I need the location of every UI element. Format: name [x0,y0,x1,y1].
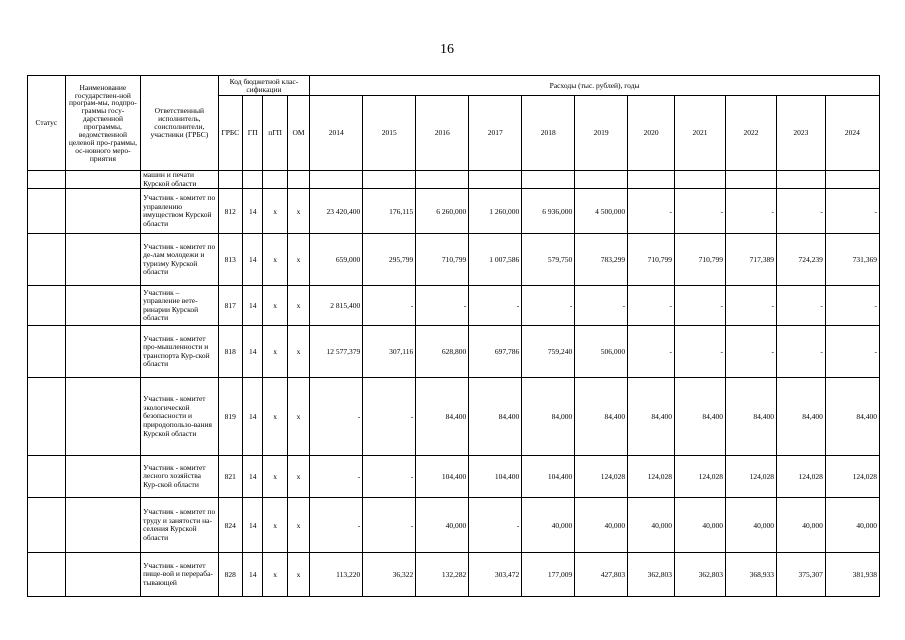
expense-value: 1 007,586 [469,234,522,286]
expense-value: - [363,286,416,326]
expense-value: - [675,286,726,326]
expense-value: 177,009 [522,553,575,597]
expense-value: 40,000 [776,498,825,553]
expense-value: 40,000 [675,498,726,553]
expense-value: 84,400 [628,378,675,456]
status-cell [28,234,66,286]
continuation-row [28,171,880,189]
gp-code: 14 [243,189,263,234]
header-program-name: Наименование государствен-ной програм-мы, подпро-граммы госу-дарственной программы, ведомственной целевой про-граммы, ос-новного меро-приятия [65,76,140,171]
expense-value: 368,933 [726,553,777,597]
expense-value: 4 500,000 [575,189,628,234]
pgp-code: х [263,326,287,378]
status-cell [28,286,66,326]
expense-value: 731,369 [825,234,879,286]
expense-value: 2 815,400 [310,286,363,326]
expense-value: 84,400 [726,378,777,456]
header-year: 2020 [628,96,675,171]
expense-value: - [726,286,777,326]
expense-value: 176,115 [363,189,416,234]
expense-value: 84,000 [522,378,575,456]
table-row [28,553,880,597]
expense-value: 84,400 [469,378,522,456]
expense-value: - [628,326,675,378]
gp-code: 14 [243,553,263,597]
om-code: х [287,456,309,498]
gp-code: 14 [243,286,263,326]
participant-name: Участник - комитет по управлению имуществом Курской области [141,189,218,234]
header-year: 2018 [522,96,575,171]
expense-value: 40,000 [416,498,469,553]
expense-value: 710,799 [416,234,469,286]
expense-value: - [522,286,575,326]
table-row [28,189,880,234]
header-year: 2017 [469,96,522,171]
expense-value: 40,000 [726,498,777,553]
expense-value: 40,000 [825,498,879,553]
grbs-code: 818 [218,326,242,378]
table-row [28,326,880,378]
om-code: х [287,378,309,456]
expense-value: - [825,189,879,234]
expense-value: - [310,498,363,553]
expense-value: 124,028 [675,456,726,498]
expense-value: 427,803 [575,553,628,597]
expense-value: 12 577,379 [310,326,363,378]
expense-value: 759,240 [522,326,575,378]
header-status: Статус [28,76,66,171]
expense-value: 84,400 [825,378,879,456]
expense-value: 40,000 [522,498,575,553]
table-row [28,456,880,498]
pgp-code: х [263,286,287,326]
program-cell [65,234,140,286]
expense-value: 6 260,000 [416,189,469,234]
header-year: 2019 [575,96,628,171]
pgp-code: х [263,189,287,234]
expense-value: - [469,498,522,553]
pgp-code: х [263,456,287,498]
header-year: 2023 [776,96,825,171]
expense-value: 23 420,400 [310,189,363,234]
table-body [28,171,880,597]
table-row [28,234,880,286]
expense-value: - [310,378,363,456]
expense-value: 628,800 [416,326,469,378]
expense-value: - [416,286,469,326]
expense-value: - [363,498,416,553]
header-year: 2014 [310,96,363,171]
header-code-om: ОМ [287,96,309,171]
gp-code: 14 [243,378,263,456]
status-cell [28,378,66,456]
expense-value: 104,400 [469,456,522,498]
om-code: х [287,189,309,234]
expense-value: 362,803 [628,553,675,597]
expense-value: 124,028 [726,456,777,498]
table-row [28,286,880,326]
participant-name: Участник – управление вете-ринарии Курской области [141,286,218,326]
program-cell [65,286,140,326]
expense-value: - [825,326,879,378]
grbs-code: 819 [218,378,242,456]
program-cell [65,553,140,597]
table-row [28,378,880,456]
pgp-code: х [263,234,287,286]
expense-value: 717,389 [726,234,777,286]
header-code-grbs: ГРБС [218,96,242,171]
participant-name: Участник - комитет пище-вой и перераба-тывающей [141,553,218,597]
pgp-code: х [263,498,287,553]
expense-value: - [363,378,416,456]
header-year: 2016 [416,96,469,171]
expense-value: 1 260,000 [469,189,522,234]
status-cell [28,326,66,378]
om-code: х [287,326,309,378]
om-code: х [287,553,309,597]
expense-value: 36,322 [363,553,416,597]
continuation-text: машин и печати Курской области [141,171,218,189]
header-expenses: Расходы (тыс. рублей), годы [310,76,880,96]
expense-value: 40,000 [575,498,628,553]
expense-value: 783,299 [575,234,628,286]
expense-value: 307,116 [363,326,416,378]
expense-value: 104,400 [522,456,575,498]
expense-value: 381,938 [825,553,879,597]
header-year: 2021 [675,96,726,171]
expense-value: 124,028 [776,456,825,498]
expense-value: 724,239 [776,234,825,286]
expense-value: - [776,189,825,234]
expense-value: 124,028 [575,456,628,498]
expense-value: - [675,189,726,234]
participant-name: Участник - комитет про-мышленности и транспорта Кур-ской области [141,326,218,378]
expense-value: - [310,456,363,498]
header-code-pgp: пГП [263,96,287,171]
participant-name: Участник - комитет по труду и занятости на-селения Курской области [141,498,218,553]
expense-value: 303,472 [469,553,522,597]
table-header [28,76,880,171]
expense-value: 659,000 [310,234,363,286]
expense-value: 84,400 [416,378,469,456]
expense-value: - [628,286,675,326]
expense-value: 697,786 [469,326,522,378]
program-cell [65,456,140,498]
header-budget-code: Код бюджетной клас-сификации [218,76,310,96]
expense-value: 506,000 [575,326,628,378]
expense-value: 362,803 [675,553,726,597]
program-cell [65,189,140,234]
pgp-code: х [263,553,287,597]
expense-value: 710,799 [628,234,675,286]
om-code: х [287,234,309,286]
participant-name: Участник - комитет экологической безопасности и природопользо-вания Курской области [141,378,218,456]
om-code: х [287,498,309,553]
status-cell [28,498,66,553]
gp-code: 14 [243,498,263,553]
expense-value: 124,028 [825,456,879,498]
gp-code: 14 [243,234,263,286]
status-cell [28,171,66,189]
gp-code: 14 [243,456,263,498]
expense-value: - [726,189,777,234]
grbs-code: 821 [218,456,242,498]
header-year: 2022 [726,96,777,171]
expense-value: 113,220 [310,553,363,597]
expense-value: 710,799 [675,234,726,286]
status-cell [28,456,66,498]
program-cell [65,498,140,553]
expense-value: - [363,456,416,498]
status-cell [28,553,66,597]
expense-value: 295,799 [363,234,416,286]
pgp-code: х [263,378,287,456]
header-year: 2015 [363,96,416,171]
expense-value: 40,000 [628,498,675,553]
expense-value: - [726,326,777,378]
program-cell [65,326,140,378]
grbs-code: 812 [218,189,242,234]
table-row [28,498,880,553]
header-code-gp: ГП [243,96,263,171]
grbs-code: 824 [218,498,242,553]
header-year: 2024 [825,96,879,171]
expense-value: 579,750 [522,234,575,286]
status-cell [28,189,66,234]
expense-value: - [675,326,726,378]
participant-name: Участник - комитет лесного хозяйства Кур-ской области [141,456,218,498]
gp-code: 14 [243,326,263,378]
grbs-code: 828 [218,553,242,597]
expense-value: - [575,286,628,326]
program-cell [65,378,140,456]
participant-name: Участник - комитет по де-лам молодежи и туризму Курской области [141,234,218,286]
budget-table [27,75,880,597]
expense-value: - [776,286,825,326]
expense-value: 104,400 [416,456,469,498]
expense-value: - [776,326,825,378]
om-code: х [287,286,309,326]
expense-value: - [469,286,522,326]
expense-value: 6 936,000 [522,189,575,234]
grbs-code: 817 [218,286,242,326]
expense-value: 84,400 [575,378,628,456]
expense-value: 84,400 [675,378,726,456]
expense-value: - [628,189,675,234]
program-cell [65,171,140,189]
grbs-code: 813 [218,234,242,286]
header-executor: Ответственный исполнитель, соисполнители, участники (ГРБС) [141,76,218,171]
expense-value: - [825,286,879,326]
expense-value: 132,282 [416,553,469,597]
page-number: 16 [440,42,454,57]
expense-value: 124,028 [628,456,675,498]
expense-value: 84,400 [776,378,825,456]
expense-value: 375,307 [776,553,825,597]
